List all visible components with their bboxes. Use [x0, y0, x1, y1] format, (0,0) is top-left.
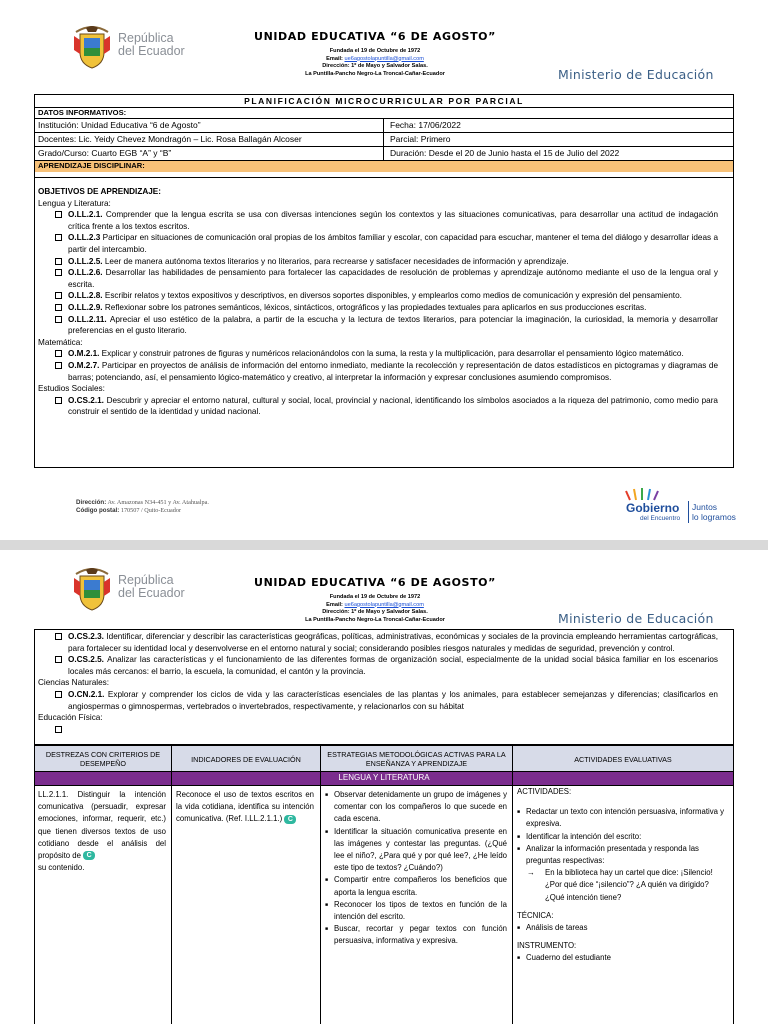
educacion-item [38, 724, 718, 736]
republic-logo [72, 22, 212, 72]
strategies-table [34, 745, 734, 1024]
plan-title: PLANIFICACIÓN MICROCURRICULAR POR PARCIAL [35, 95, 733, 108]
page-2 [0, 550, 768, 1024]
email-line: Email: ue6agostolapuntilla@gmail.com [326, 55, 424, 62]
docentes: Docentes: Lic. Yeidy Chevez Mondragón – Lic. Rosa Ballagán Alcoser [38, 134, 302, 144]
email-link[interactable]: ue6agostolapuntilla@gmail.com [344, 601, 424, 608]
actividades-cell [517, 786, 727, 965]
ecuador-shield-icon [72, 24, 112, 70]
estrategia-item: ■ Identificar la situación comunicativa presente en las imágenes y contestar las preguntas. (¿Qué lee el niño?, ¿Para qué y por qué lee?, ¿He leído este tipo de textos? ¿Cuándo?) [325, 826, 507, 875]
estudios-label: Estudios Sociales: [38, 384, 105, 394]
lengua-label: Lengua y Literatura: [38, 198, 111, 208]
header-indicadores: INDICADORES DE EVALUACIÓN [172, 746, 320, 772]
actividad-item: ■ Identificar la intención del escrito: [517, 831, 727, 843]
school-header [250, 30, 500, 78]
checkbox-icon [55, 304, 62, 311]
objectives-2 [38, 631, 718, 735]
grado: Grado/Curso: Cuarto EGB “A” y “B” [38, 148, 172, 158]
info-row-2 [35, 133, 733, 147]
objective-item: O.LL.2.9. Reflexionar sobre los patrones semánticos, léxicos, sintácticos, ortográficos y las propiedades textuales para aplicarlos en sus producciones escritas. [38, 302, 718, 314]
estudios-list-2 [38, 631, 718, 677]
lengua-list [38, 209, 718, 337]
objective-item: O.LL.2.11. Apreciar el uso estético de la palabra, a partir de la escucha y la lectura de textos literarios, para potenciar la imaginación, la curiosidad, la memoria y desarrollar preferencias en el gusto literario. [38, 314, 718, 337]
estrategia-item: ■ Observar detenidamente un grupo de imágenes y comentar con los compañeros lo que sucede en cada escena. [325, 789, 507, 826]
checkbox-icon [55, 633, 62, 640]
objective-item: O.CS.2.1. Descubrir y apreciar el entorno natural, cultural y social, local, provincial y nacional, identificando los símbolos asociados a la riqueza del patrimonio, como medio para construir el sentido de la identidad y unidad nacional. [38, 395, 718, 418]
checkbox-icon [55, 656, 62, 663]
estrategia-item: ■ Buscar, recortar y pegar textos con función persuasiva, informativa y expresiva. [325, 923, 507, 947]
ecuador-shield-icon [72, 566, 112, 612]
checkbox-icon [55, 234, 62, 241]
objective-item: O.CS.2.3. Identificar, diferenciar y describir las características geográficas, políticas, administrativas, económicas y sociales de la provincia empleando herramientas cartográficas, para fortalecer su identidad local y desenvolverse en el entorno natural y social; considerando posibles riesgos naturales y medidas de seguridad, prevención y control. [38, 631, 718, 654]
tecnica-label: TÉCNICA: [517, 910, 554, 920]
instrumento-value: ■ Cuaderno del estudiante [517, 952, 727, 964]
c-badge-icon: C [284, 815, 296, 824]
instrumento-label: INSTRUMENTO: [517, 941, 577, 951]
datos-label: DATOS INFORMATIVOS: [35, 108, 733, 119]
ciencias-label: Ciencias Naturales: [38, 678, 109, 688]
header-actividades: ACTIVIDADES EVALUATIVAS [513, 746, 733, 772]
objective-item: O.LL.2.8. Escribir relatos y textos expositivos y descriptivos, en diversos soportes disponibles, y emplearlos como medios de comunicación y expresión del pensamiento. [38, 290, 718, 302]
fecha: Fecha: 17/06/2022 [390, 120, 461, 130]
email-link[interactable]: ue6agostolapuntilla@gmail.com [344, 55, 424, 62]
page-gap [0, 540, 768, 550]
checkbox-icon [55, 350, 62, 357]
info-row-3 [35, 147, 733, 161]
c-badge-icon: C [83, 851, 95, 860]
checkbox-icon [55, 316, 62, 323]
republic-logo-2: República del Ecuador [72, 564, 212, 614]
location-line: La Puntilla-Pancho Negro-La Troncal-Cañar-Ecuador [305, 70, 445, 77]
estrategias-cell [325, 789, 507, 948]
checkbox-icon [55, 691, 62, 698]
section-lengua: LENGUA Y LITERATURA [35, 772, 733, 785]
ministry-label: Ministerio de Educación [558, 67, 714, 82]
gobierno-rays-icon [624, 487, 664, 501]
info-row-1 [35, 119, 733, 133]
objective-item: O.CS.2.5. Analizar las características y el funcionamiento de las diferentes formas de organización social, especialmente de la unidad social básica familiar en los escenarios locales más cercanos: el barrio, la escuela, la comunidad, el cantón y la provincia. [38, 654, 718, 677]
school-title: UNIDAD EDUCATIVA “6 DE AGOSTO” [254, 30, 496, 43]
arrow-icon: → [527, 868, 535, 878]
republic-text: República del Ecuador [118, 31, 185, 58]
checkbox-icon [55, 292, 62, 299]
actividad-item: ■ Analizar la información presentada y responda las preguntas respectivas: [517, 843, 727, 867]
objective-item: O.M.2.7. Participar en proyectos de análisis de información del entorno inmediato, mediante la recolección y representación de datos estadísticos en pictogramas y diagramas de barras; potenciando, así, el pensamiento lógico-matemático y creativo, al interpretar la información y expresar conclusiones asumiendo compromisos. [38, 360, 718, 383]
institucion: Institución: Unidad Educativa “6 de Agosto” [38, 120, 201, 130]
actividades-label: ACTIVIDADES: [517, 787, 572, 796]
estrategia-item: ■ Reconocer los tipos de textos en función de la intención del escrito. [325, 899, 507, 923]
letterhead [0, 0, 768, 92]
sub-actividad: → En la biblioteca hay un cartel que dice: ¡Silencio! ¿Por qué dice “¡silencio”? ¿A quién va dirigido? ¿Qué intención tiene? [527, 868, 713, 902]
objective-item: O.LL.2.6. Desarrollar las habilidades de pensamiento para fortalecer las capacidades de resolución de problemas y aprendizaje autónomo mediante el uso de la lengua oral y escrita. [38, 267, 718, 290]
actividad-item: ■ Redactar un texto con intención persuasiva, informativa y expresiva. [517, 806, 727, 830]
ciencias-list [38, 689, 718, 712]
footer-address: Dirección: Av. Amazonas N34-451 y Av. Atahualpa. Código postal: 170507 / Quito-Ecuador [76, 499, 209, 515]
address-line: Dirección: 1º de Mayo y Salvador Salas. [322, 63, 428, 70]
checkbox-icon [55, 397, 62, 404]
founded-line: Fundada el 19 de Octubre de 1972 [329, 48, 421, 54]
school-header-2: UNIDAD EDUCATIVA “6 DE AGOSTO” Fundada el 19 de Octubre de 1972 Email: ue6agostolapuntilla@gmail.com Dirección: 1º de Mayo y Salvador Salas. La Puntilla-Pancho Negro-La Troncal-Cañar-Ecuador [254, 576, 496, 623]
checkbox-icon [55, 362, 62, 369]
gobierno-logo: Gobierno del Encuentro Juntos lo logramos [608, 487, 768, 533]
duracion: Duración: Desde el 20 de Junio hasta el 15 de Julio del 2022 [390, 148, 620, 158]
aprendizaje-label: APRENDIZAJE DISCIPLINAR: [35, 161, 733, 172]
checkbox-icon [55, 258, 62, 265]
objective-item: O.LL.2.5. Leer de manera autónoma textos literarios y no literarios, para recrearse y satisfacer necesidades de información y aprendizaje. [38, 256, 718, 268]
info-table [34, 94, 734, 178]
matematica-list [38, 348, 718, 383]
indicador-cell: Reconoce el uso de textos escritos en la vida cotidiana, identifica su intención comunicativa. (Ref. I.LL.2.1.1.) C [176, 790, 314, 824]
objective-item: O.M.2.1. Explicar y construir patrones de figuras y numéricos relacionándolos con la suma, la resta y la multiplicación, para desarrollar el pensamiento lógico matemático. [38, 348, 718, 360]
objective-item: O.LL.2.3 Participar en situaciones de comunicación oral propias de los ámbitos familiar y escolar, con capacidad para escuchar, mantener el tema del diálogo y desarrollar ideas a partir del intercambio. [38, 232, 718, 255]
tecnica-value: ■ Análisis de tareas [517, 922, 727, 934]
matematica-label: Matemática: [38, 337, 83, 347]
checkbox-icon [55, 211, 62, 218]
header-estrategias: ESTRATEGIAS METODOLÓGICAS ACTIVAS PARA LA ENSEÑANZA Y APRENDIZAJE [321, 746, 512, 772]
ministry-label-2: Ministerio de Educación [558, 611, 714, 626]
estrategia-item: ■ Compartir entre compañeros los beneficios que aporta la lengua escrita. [325, 874, 507, 898]
checkbox-icon [55, 269, 62, 276]
destreza-cell: LL.2.1.1. Distinguir la intención comunicativa (persuadir, expresar emociones, informar, requerir, etc.) que tienen diversos textos de uso cotidiano desde el análisis del propósito de C su contenido. [38, 790, 166, 873]
educacion-label: Educación Física: [38, 713, 103, 723]
objective-item: O.CN.2.1. Explorar y comprender los ciclos de vida y las características esenciales de las plantas y los animales, para establecer semejanzas y diferencias; clasificarlos en angiospermas o gimnospermas, vertebrados o invertebrados, respectivamente, y relacionarlos con su hábitat [38, 689, 718, 712]
objectives [38, 186, 718, 418]
parcial: Parcial: Primero [390, 134, 451, 144]
header-destrezas: DESTREZAS CON CRITERIOS DE DESEMPEÑO [35, 746, 171, 772]
info-divider [383, 119, 384, 161]
objetivos-label: OBJETIVOS DE APRENDIZAJE: [38, 187, 161, 196]
objective-item: O.LL.2.1. Comprender que la lengua escrita se usa con diversas intenciones según los contextos y las situaciones comunicativas, para desarrollar una actitud de indagación crítica frente a los textos escritos. [38, 209, 718, 232]
estudios-list [38, 395, 718, 418]
